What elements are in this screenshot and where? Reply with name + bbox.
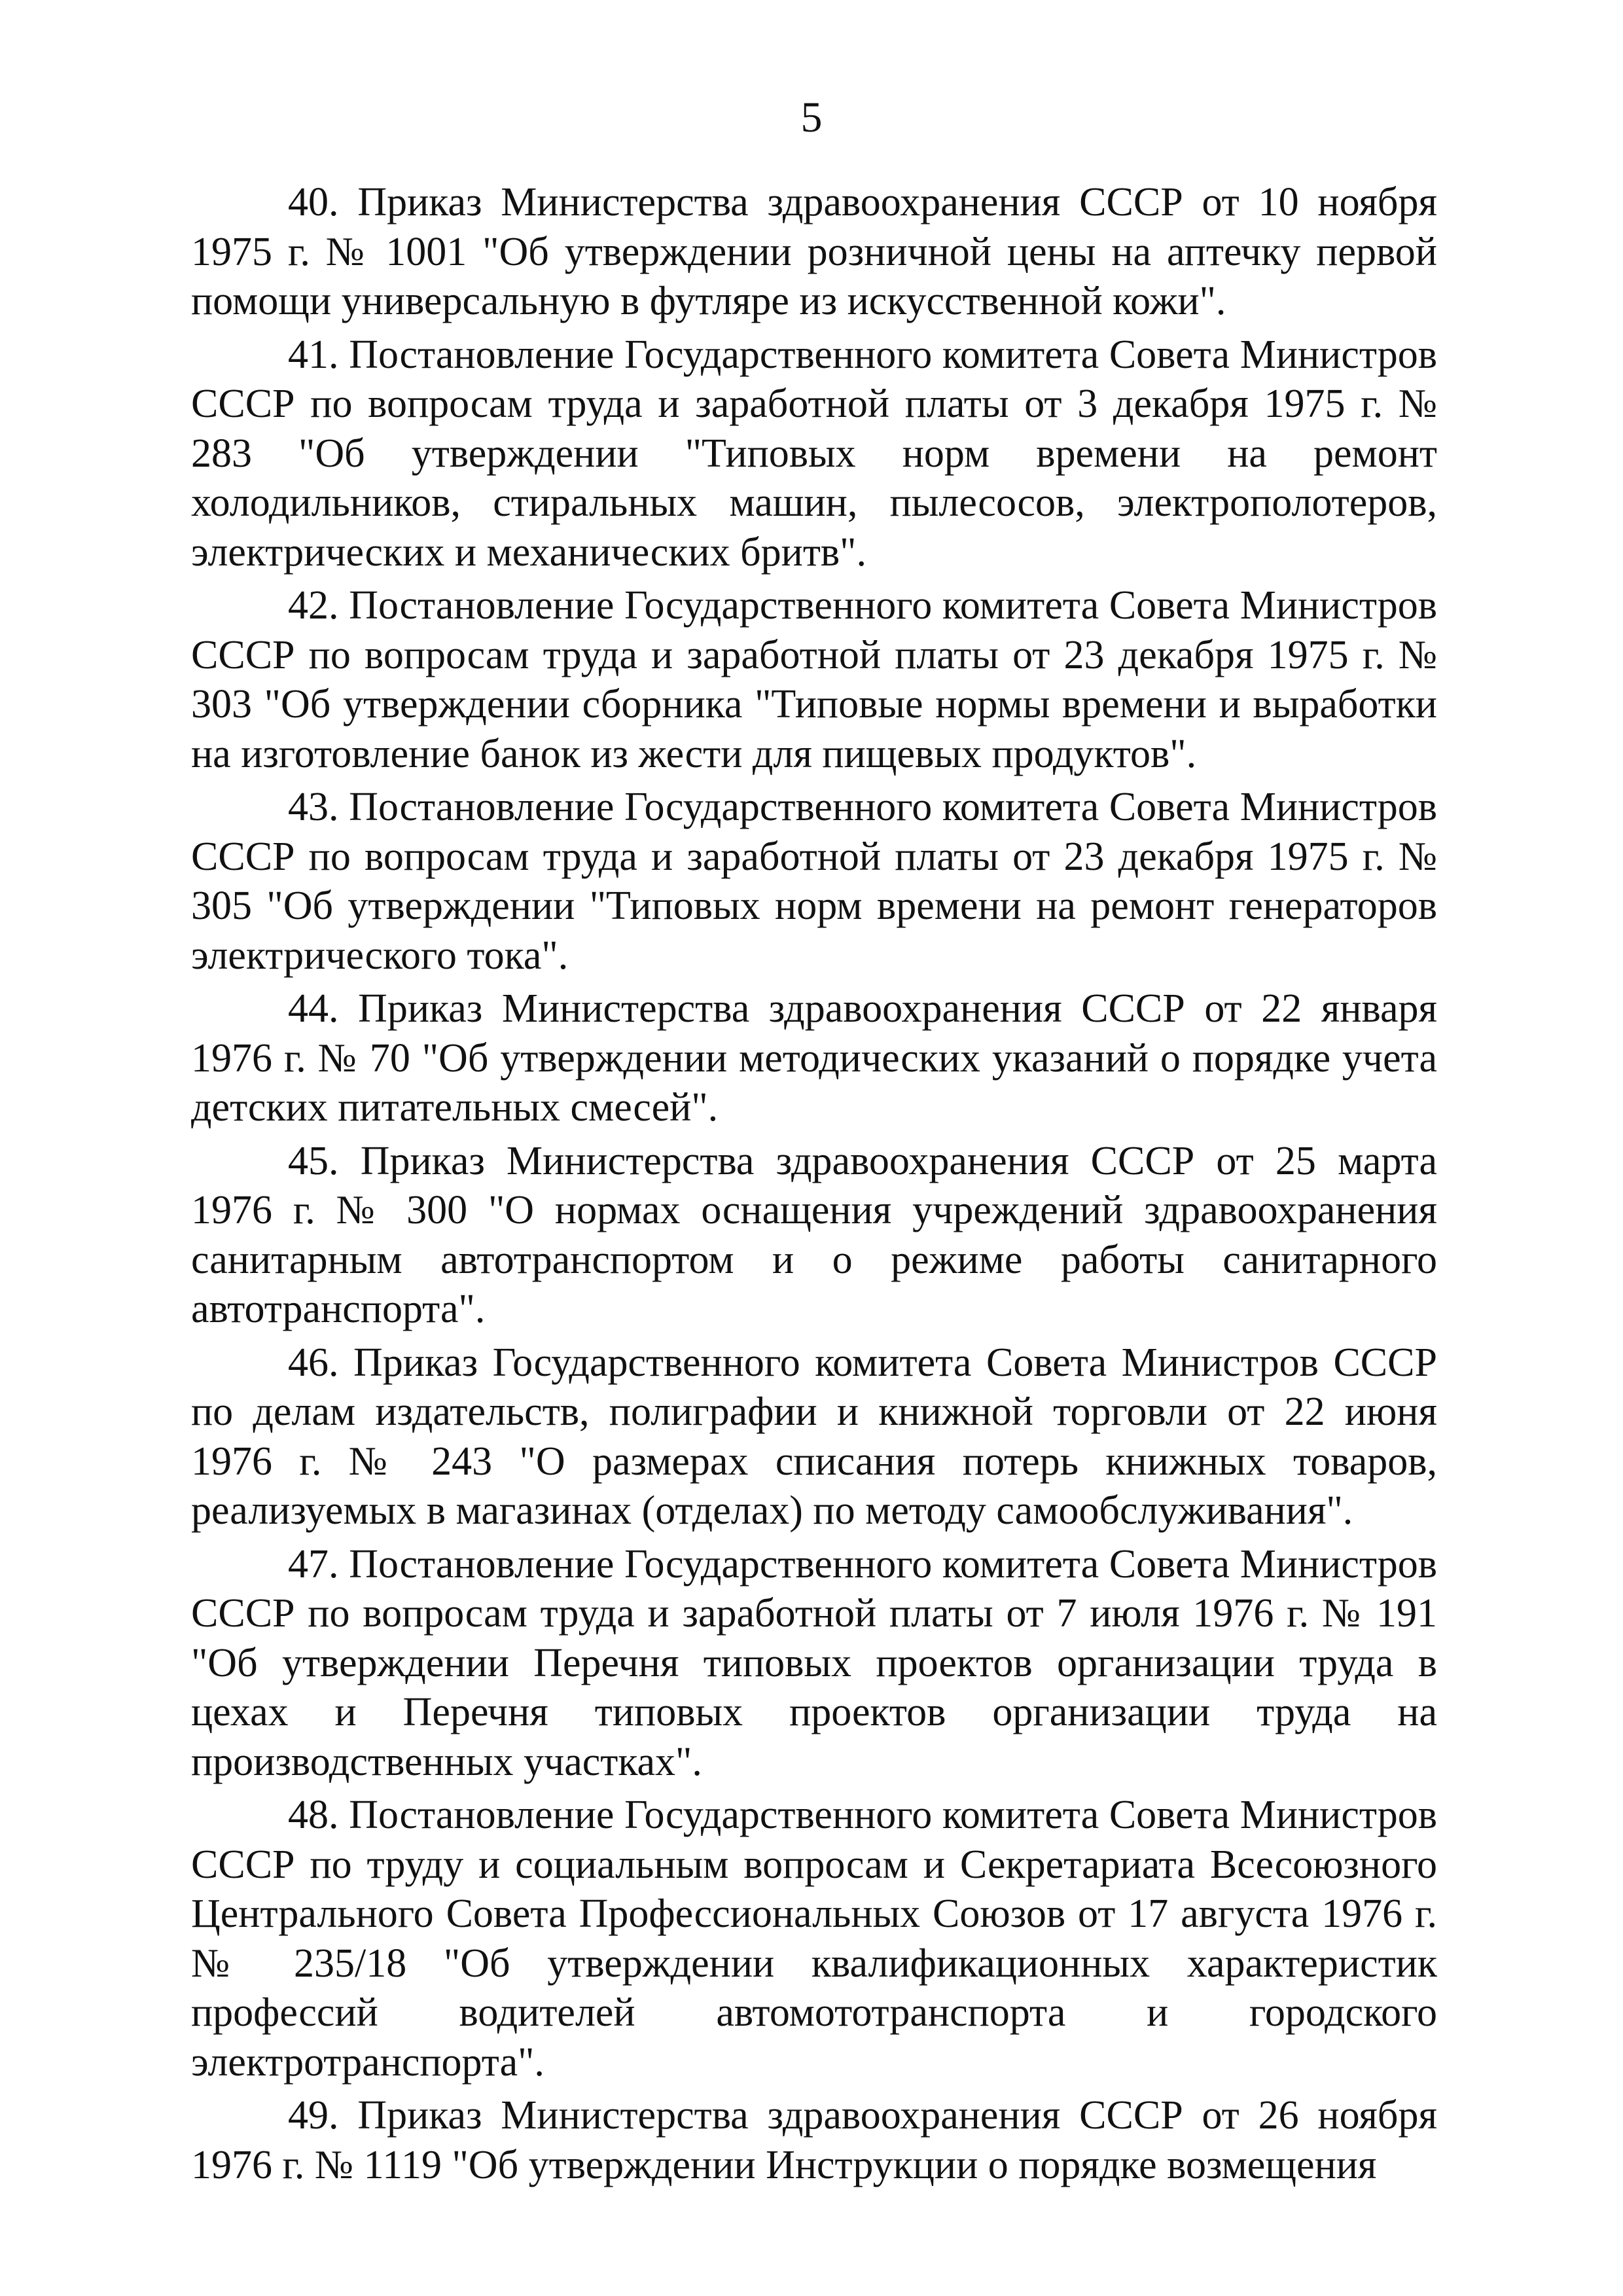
document-body — [191, 178, 1437, 2194]
list-item-41: 41. Постановление Государственного комитета Совета Министров СССР по вопросам труда и заработной платы от 3 декабря 1975 г. № 283 "Об утверждении "Типовых норм времени на ремонт холодильников, стиральных машин, пылесосов, электрополотеров, электрических и механических бритв". — [191, 332, 1437, 575]
list-item-43: 43. Постановление Государственного комитета Совета Министров СССР по вопросам труда и заработной платы от 23 декабря 1975 г. № 305 "Об утверждении "Типовых норм времени на ремонт генераторов электрического тока". — [191, 785, 1437, 978]
list-item-40: 40. Приказ Министерства здравоохранения СССР от 10 ноября 1975 г. № 1001 "Об утверждении розничной цены на аптечку первой помощи универсальную в футляре из искусственной кожи". — [191, 180, 1437, 323]
list-item-49: 49. Приказ Министерства здравоохранения СССР от 26 ноября 1976 г. № 1119 "Об утверждении Инструкции о порядке возмещения — [191, 2093, 1437, 2187]
list-item-42: 42. Постановление Государственного комитета Совета Министров СССР по вопросам труда и заработной платы от 23 декабря 1975 г. № 303 "Об утверждении сборника "Типовые нормы времени и выработки на изготовление банок из жести для пищевых продуктов". — [191, 583, 1437, 776]
list-item-46: 46. Приказ Государственного комитета Совета Министров СССР по делам издательств, полиграфии и книжной торговли от 22 июня 1976 г. № 243 "О размерах списания потерь книжных товаров, реализуемых в магазинах (отделах) по методу самообслуживания". — [191, 1340, 1437, 1533]
list-item-48: 48. Постановление Государственного комитета Совета Министров СССР по труду и социальным вопросам и Секретариата Всесоюзного Центрального Совета Профессиональных Союзов от 17 августа 1976 г. № 235/18 "Об утверждении квалификационных характеристик профессий водителей автомототранспорта и городского электротранспорта". — [191, 1793, 1437, 2085]
page-number: 5 — [800, 94, 823, 141]
list-item-45: 45. Приказ Министерства здравоохранения СССР от 25 марта 1976 г. № 300 "О нормах оснащения учреждений здравоохранения санитарным автотранспортом и о режиме работы санитарного автотранспорта". — [191, 1138, 1437, 1331]
list-item-44: 44. Приказ Министерства здравоохранения СССР от 22 января 1976 г. № 70 "Об утверждении методических указаний о порядке учета детских питательных смесей". — [191, 986, 1437, 1130]
list-item-47: 47. Постановление Государственного комитета Совета Министров СССР по вопросам труда и заработной платы от 7 июля 1976 г. № 191 "Об утверждении Перечня типовых проектов организации труда в цехах и Перечня типовых проектов организации труда на производственных участках". — [191, 1541, 1437, 1784]
